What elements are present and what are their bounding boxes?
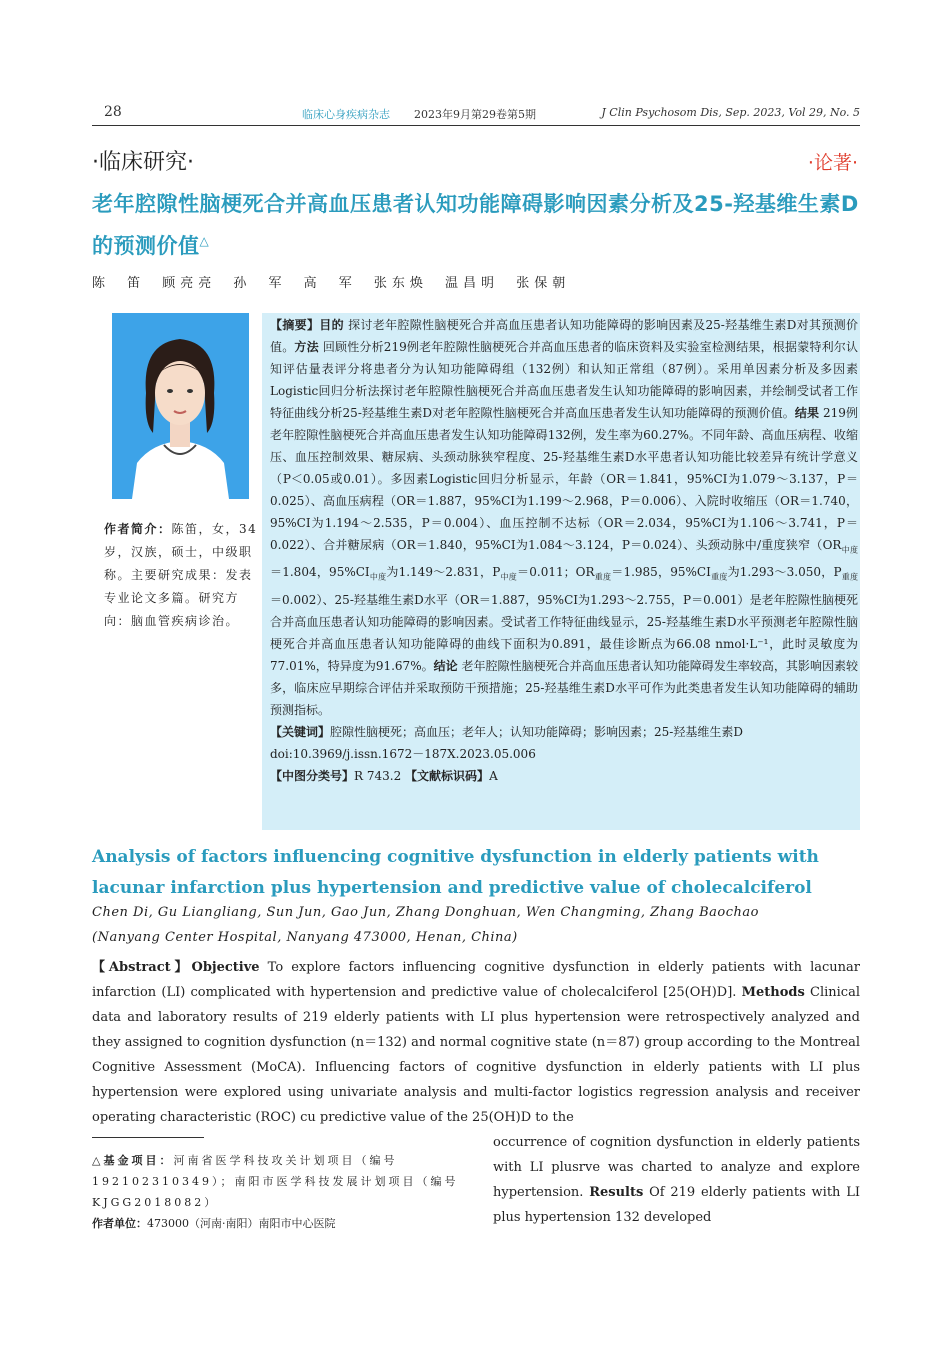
results-text-b: ＝1.804，95%CI xyxy=(270,565,370,580)
abstract-label: 【摘要】 xyxy=(270,318,320,332)
running-header xyxy=(92,102,860,126)
fund-label: △基金项目： xyxy=(92,1154,174,1167)
abstract-cn xyxy=(262,313,860,830)
conclusion-text: 老年腔隙性脑梗死合并高血压患者认知功能障碍发生率较高，其影响因素较多，临床应早期综合评估并采取预防干预措施；25-羟基维生素D水平可作为此类患者发生认知功能障碍的辅助预测指标。 xyxy=(270,658,858,717)
title-en: Analysis of factors influencing cognitive dysfunction in elderly patients with lacunar infarction plus hypertension and predictive value of cholecalciferol xyxy=(92,847,819,898)
doc-code-value: A xyxy=(489,768,498,783)
clc-label: 【中图分类号】 xyxy=(270,768,355,783)
subscript-severe: 重度 xyxy=(594,572,612,582)
results-text-g: ＝0.002）、25-羟基维生素D水平（OR＝1.887，95%CI为1.293～2.755，P＝0.001）是老年腔隙性脑梗死合并高血压患者认知功能障碍的影响因素。受试者工作特征曲线显示，25-羟基维生素D水平预测老年腔隙性脑梗死合并高血压患者认知功能障碍的曲线下面积为0.891，最佳诊断点为66.08 nmol·L⁻¹，此时灵敏度为77.01%，特异度为91.67%。 xyxy=(270,592,858,673)
journal-name-cn: 临床心身疾病杂志 xyxy=(302,108,390,121)
journal-info-en: J Clin Psychosom Dis, Sep. 2023, Vol 29, No. 5 xyxy=(601,106,860,119)
results-text-f: 为1.293～3.050，P xyxy=(727,565,842,580)
keywords-text: 腔隙性脑梗死；高血压；老年人；认知功能障碍；影响因素；25-羟基维生素D xyxy=(330,724,743,739)
title-cn-text: 老年腔隙性脑梗死合并高血压患者认知功能障碍影响因素分析及25-羟基维生素D的预测价值 xyxy=(92,192,859,258)
unit-note xyxy=(92,1213,462,1234)
abstract-en-label: 【Abstract】 xyxy=(92,960,192,975)
doc-code-label: 【文献标识码】 xyxy=(405,768,490,783)
clc-value: R 743.2 xyxy=(354,768,402,783)
unit-label: 作者单位： xyxy=(92,1217,147,1230)
footnotes xyxy=(92,1150,462,1234)
author-bio-text: 陈笛，女，34岁，汉族，硕士，中级职称。主要研究成果：发表专业论文多篇。研究方向：脑血管疾病诊治。 xyxy=(104,522,258,628)
objective-label: 目的 xyxy=(319,318,344,332)
abstract-en-continued xyxy=(493,1130,860,1230)
results-text-c: 为1.149～2.831，P xyxy=(386,565,501,580)
article-type-label: ·论著· xyxy=(807,152,858,174)
subscript-moderate: 中度 xyxy=(500,572,518,582)
author-bio-label: 作者简介： xyxy=(104,522,172,536)
conclusion-label: 结论 xyxy=(433,658,458,673)
unit-text: 473000（河南·南阳）南阳市中心医院 xyxy=(147,1217,336,1230)
methods-label: 方法 xyxy=(294,340,319,354)
doi: doi:10.3969/j.issn.1672－187X.2023.05.006 xyxy=(270,746,536,761)
subscript-severe: 重度 xyxy=(710,572,728,582)
methods-text: 回顾性分析219例老年腔隙性脑梗死合并高血压患者的临床资料及实验室检测结果，根据蒙特利尔认知评估量表评分将患者分为认知功能障碍组（132例）和认知正常组（87例）。采用单因素分析及多因素Logistic回归分析法探讨老年腔隙性脑梗死合并高血压患者发生认知功能障碍的影响因素，并绘制受试者工作特征曲线分析25-羟基维生素D对老年腔隙性脑梗死合并高血压患者发生认知功能障碍的预测价值。 xyxy=(270,340,858,420)
results-en-label: Results xyxy=(589,1185,644,1200)
methods-en-text: Clinical data and laboratory results of 219 elderly patients with LI plus hypertension were retrospectively analyzed and they assigned to cognition dysfunction (n＝132) and normal cognitive state (n＝87) group according to the Montreal Cognitive Assessment (MoCA). Influencing factors of cognitive dysfunction in elderly patients with LI plus hypertension were explored using univariate analysis and multi-factor logistics regression analysis and receiver operating characteristic (ROC) cu predictive value of the 25(OH)D to the xyxy=(92,985,860,1125)
author-photo xyxy=(112,313,249,499)
results-text-a: 219例老年腔隙性脑梗死合并高血压患者发生认知功能障碍132例，发生率为60.27%。不同年龄、高血压病程、收缩压、血压控制效果、糖尿病、头颈动脉狭窄程度、25-羟基维生素D水平患者认知功能比较差异有统计学意义（P＜0.05或0.01）。多因素Logistic回归分析显示，年龄（OR＝1.841，95%CI为1.079～3.137，P＝0.025）、高血压病程（OR＝1.887，95%CI为1.199～2.968，P＝0.006）、入院时收缩压（OR＝1.740，95%CI为1.194～2.535，P＝0.004）、血压控制不达标（OR＝2.034，95%CI为1.106～3.741，P＝0.022）、合并糖尿病（OR＝1.840，95%CI为1.084～3.124，P＝0.024）、头颈动脉中/重度狭窄（OR xyxy=(270,406,858,552)
subscript-severe: 重度 xyxy=(841,572,858,582)
subscript-moderate: 中度 xyxy=(369,572,387,582)
objective-en-label: Objective xyxy=(191,960,260,975)
issue-info-cn: 2023年9月第29卷第5期 xyxy=(414,108,536,121)
footnote-divider xyxy=(92,1137,204,1138)
authors-cn: 陈 笛 顾亮亮 孙 军 高 军 张东焕 温昌明 张保朝 xyxy=(92,276,571,291)
fund-text: 河南省医学科技攻关计划项目（编号192102310349）；南阳市医学科技发展计划项目（编号KJGG2018082） xyxy=(92,1154,459,1209)
keywords-label: 【关键词】 xyxy=(270,724,331,739)
affiliation-en: (Nanyang Center Hospital, Nanyang 473000, Henan, China) xyxy=(92,930,518,945)
results-en-text: Of 219 elderly patients with LI plus hypertension 132 developed xyxy=(493,1185,860,1225)
title-fund-mark: △ xyxy=(199,234,210,248)
results-text-e: ＝1.985，95%CI xyxy=(611,565,711,580)
results-text-d: ＝0.011；OR xyxy=(517,565,595,580)
methods-en-label: Methods xyxy=(741,985,805,1000)
objective-en-text: To explore factors influencing cognitive dysfunction in elderly patients with lacunar infarction (LI) complicated with hypertension and predictive value of cholecalciferol [25(OH)D]. xyxy=(92,960,861,1000)
title-cn xyxy=(92,186,862,265)
author-portrait-image xyxy=(112,313,249,499)
objective-text: 探讨老年腔隙性脑梗死合并高血压患者认知功能障碍的影响因素及25-羟基维生素D对其预测价值。 xyxy=(270,318,858,354)
fund-note xyxy=(92,1150,462,1213)
author-bio xyxy=(104,518,260,633)
methods-en-continued: occurrence of cognition dysfunction in elderly patients with LI plusrve was charted to analyze and explore hypertension. xyxy=(493,1135,860,1200)
results-label: 结果 xyxy=(794,406,820,420)
page-number: 28 xyxy=(104,104,122,120)
subscript-moderate: 中度 xyxy=(841,545,858,555)
abstract-en xyxy=(92,955,860,1130)
section-label: ·临床研究· xyxy=(92,150,194,175)
authors-en: Chen Di, Gu Liangliang, Sun Jun, Gao Jun, Zhang Donghuan, Wen Changming, Zhang Baochao xyxy=(92,905,759,920)
